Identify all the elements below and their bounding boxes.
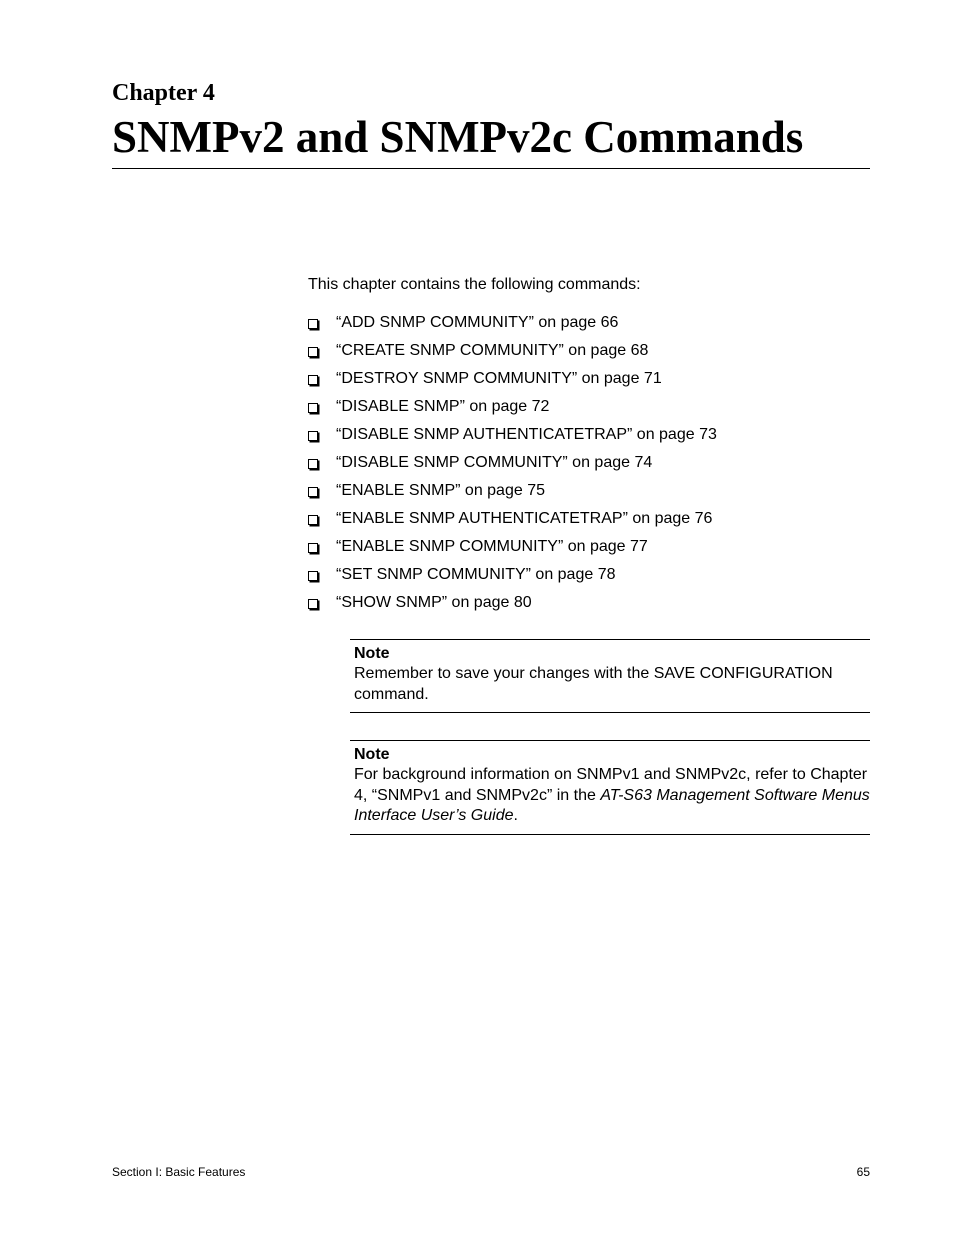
checkbox-bullet-icon [308, 487, 318, 497]
command-link[interactable]: “DISABLE SNMP AUTHENTICATETRAP” on page 73 [336, 426, 717, 443]
list-item[interactable] [308, 509, 717, 537]
command-link[interactable]: “ENABLE SNMP AUTHENTICATETRAP” on page 76 [336, 510, 713, 527]
command-link[interactable]: “DESTROY SNMP COMMUNITY” on page 71 [336, 370, 662, 387]
checkbox-bullet-icon [308, 571, 318, 581]
list-item[interactable] [308, 341, 717, 369]
footer-section-name: Section I: Basic Features [112, 1165, 246, 1179]
note-background-info [350, 740, 870, 835]
checkbox-bullet-icon [308, 515, 318, 525]
command-link[interactable]: “CREATE SNMP COMMUNITY” on page 68 [336, 342, 649, 359]
list-item[interactable] [308, 565, 717, 593]
list-item[interactable] [308, 425, 717, 453]
chapter-label: Chapter 4 [112, 80, 215, 106]
chapter-title: SNMPv2 and SNMPv2c Commands [112, 112, 804, 162]
list-item[interactable] [308, 397, 717, 425]
note-text-after: . [513, 807, 518, 824]
footer-page-number: 65 [856, 1165, 870, 1179]
title-divider [112, 168, 870, 169]
checkbox-bullet-icon [308, 599, 318, 609]
note-text: Remember to save your changes with the SAVE CONFIGURATION command. [354, 665, 833, 703]
list-item[interactable] [308, 593, 717, 621]
checkbox-bullet-icon [308, 431, 318, 441]
checkbox-bullet-icon [308, 375, 318, 385]
list-item[interactable] [308, 537, 717, 565]
command-link[interactable]: “DISABLE SNMP COMMUNITY” on page 74 [336, 454, 653, 471]
list-item[interactable] [308, 369, 717, 397]
list-item[interactable] [308, 453, 717, 481]
command-list [308, 313, 717, 621]
checkbox-bullet-icon [308, 543, 318, 553]
note-text [354, 765, 870, 827]
command-link[interactable]: “ADD SNMP COMMUNITY” on page 66 [336, 314, 619, 331]
note-save-configuration [350, 639, 870, 713]
guide-title-reference: AT-S63 Management Software Menus Interface User’s Guide [354, 786, 870, 824]
command-link[interactable]: “ENABLE SNMP COMMUNITY” on page 77 [336, 538, 648, 555]
checkbox-bullet-icon [308, 403, 318, 413]
list-item[interactable] [308, 313, 717, 341]
note-heading: Note [354, 645, 390, 662]
checkbox-bullet-icon [308, 347, 318, 357]
intro-paragraph: This chapter contains the following commands: [308, 276, 641, 293]
command-link[interactable]: “ENABLE SNMP” on page 75 [336, 482, 545, 499]
command-link[interactable]: “SHOW SNMP” on page 80 [336, 594, 532, 611]
note-heading: Note [354, 746, 390, 763]
checkbox-bullet-icon [308, 459, 318, 469]
note-text-before: For background information on SNMPv1 and SNMPv2c, refer to Chapter 4, “SNMPv1 and SNMPv2c” in the [354, 766, 868, 804]
checkbox-bullet-icon [308, 319, 318, 329]
list-item[interactable] [308, 481, 717, 509]
command-link[interactable]: “SET SNMP COMMUNITY” on page 78 [336, 566, 616, 583]
command-link[interactable]: “DISABLE SNMP” on page 72 [336, 398, 550, 415]
